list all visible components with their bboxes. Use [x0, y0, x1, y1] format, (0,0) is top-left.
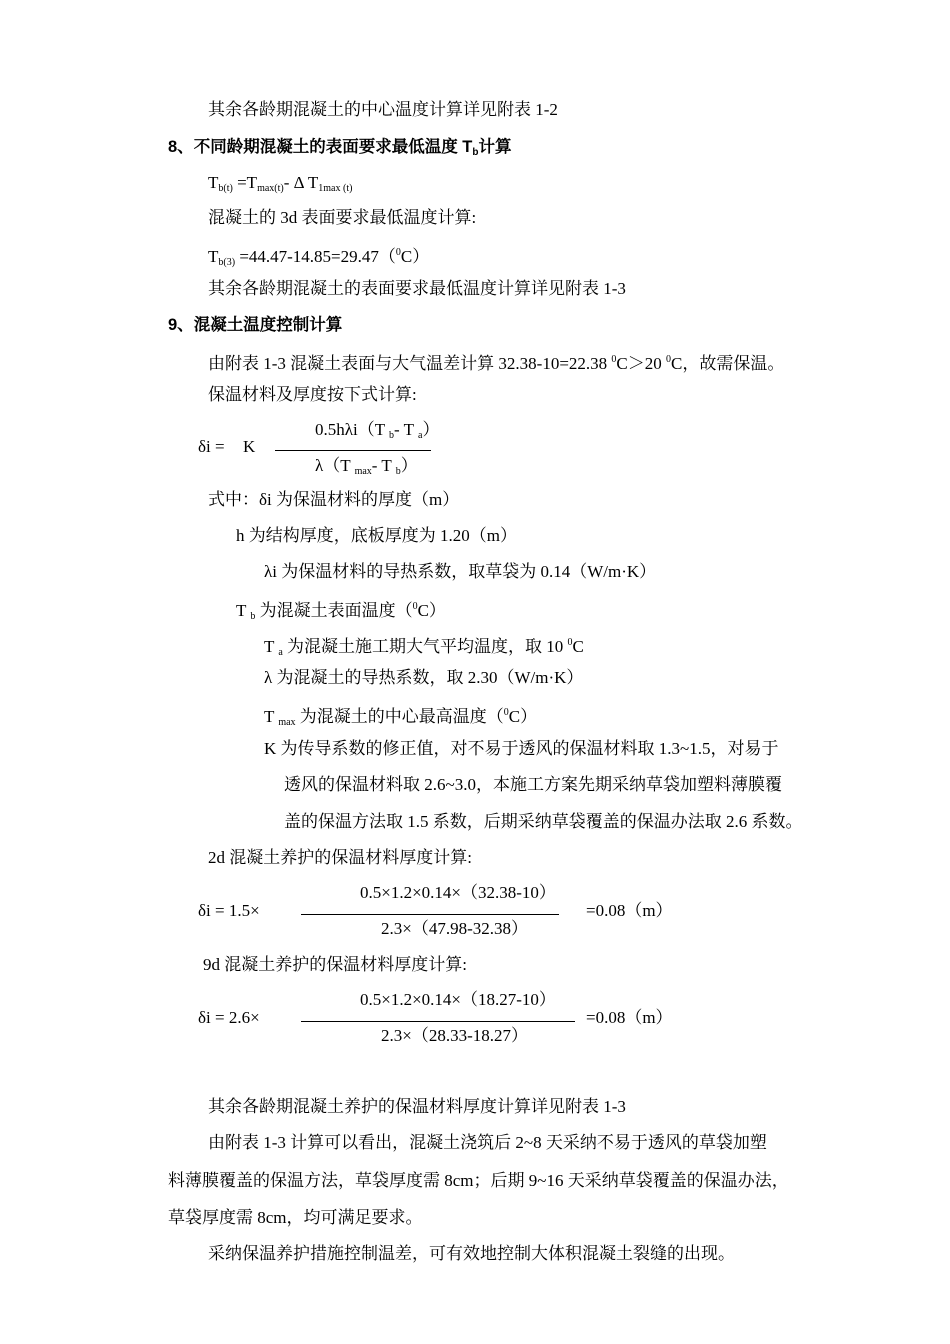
calc-2d-denominator: 2.3×（47.98-32.38） — [381, 919, 528, 938]
formula-tb-part: =T — [232, 173, 258, 192]
paragraph-material-intro: 保温材料及厚度按下式计算: — [208, 385, 417, 404]
denominator-sub: max — [354, 466, 372, 477]
denominator-part: - T — [371, 456, 396, 475]
calc-2d-fraction-bar — [301, 914, 559, 915]
temp-diff-part: C＞20 — [616, 354, 667, 373]
calc-9d-denominator: 2.3×（28.33-18.27） — [381, 1026, 528, 1045]
definition-part: C） — [508, 707, 538, 726]
calc-3d-sup: 0 — [395, 247, 401, 258]
paragraph-insulation-ref: 其余各龄期混凝土养护的保温材料厚度计算详见附表 1-3 — [208, 1097, 626, 1116]
definition-part: T — [264, 707, 279, 726]
calc-2d-result: =0.08（m） — [586, 901, 673, 920]
temp-diff-sup: 0 — [666, 354, 672, 365]
heading-8 — [168, 136, 511, 164]
calc-2d-lhs: δi = 1.5× — [198, 901, 260, 920]
temp-diff-part: 由附表 1-3 混凝土表面与大气温差计算 32.38-10=22.38 — [208, 354, 612, 373]
denominator-part: ） — [400, 456, 418, 475]
definition-part: C — [572, 637, 584, 656]
formula-tb-sub: b(t) — [218, 183, 233, 194]
definition-part: T — [264, 637, 279, 656]
heading-9-number: 9、 — [168, 316, 194, 334]
calc-3d — [208, 242, 429, 274]
numerator-part: 0.5hλi（T — [315, 420, 390, 439]
definition-part: C） — [417, 601, 446, 620]
calc-3d-sub: b(3) — [218, 257, 236, 268]
calc-3d-part: =44.47-14.85=29.47（ — [235, 247, 396, 266]
paragraph-3d-intro: 混凝土的 3d 表面要求最低温度计算: — [208, 208, 477, 227]
temp-diff-sup: 0 — [611, 354, 617, 365]
numerator-sub: a — [417, 430, 423, 441]
formula-tb-sub: 1max (t) — [318, 183, 353, 194]
definition-sub: max — [278, 717, 296, 728]
calc-3d-part: C） — [400, 247, 430, 266]
numerator-sub: b — [389, 430, 395, 441]
denominator-sub: b — [395, 466, 401, 477]
paragraph-9d-intro: 9d 混凝土养护的保温材料厚度计算: — [203, 955, 467, 974]
definition-lambda-i: λi 为保温材料的导热系数，取草袋为 0.14（W/m·K） — [264, 562, 657, 581]
calc-9d-numerator: 0.5×1.2×0.14×（18.27-10） — [360, 990, 556, 1009]
formula-main-fraction-bar — [275, 450, 431, 451]
definition-delta-i: 式中：δi 为保温材料的厚度（m） — [208, 490, 460, 509]
formula-tb-part: T — [208, 173, 219, 192]
paragraph-center-temp-ref: 其余各龄期混凝土的中心温度计算详见附表 1-2 — [208, 100, 558, 119]
formula-main-denominator — [315, 455, 418, 483]
definition-sub: b — [250, 611, 256, 622]
formula-tb-part: - Δ T — [283, 173, 319, 192]
paragraph-conclusion-line2: 料薄膜覆盖的保温方法，草袋厚度需 8cm；后期 9~16 天采纳草袋覆盖的保温办法， — [168, 1171, 789, 1190]
formula-main-numerator — [315, 419, 439, 447]
calc-9d-lhs: δi = 2.6× — [198, 1008, 260, 1027]
formula-main-lhs: δi = — [198, 437, 225, 456]
paragraph-conclusion-line1: 由附表 1-3 计算可以看出，混凝土浇筑后 2~8 天采纳不易于透风的草袋加塑 — [208, 1133, 767, 1152]
definition-part: 为混凝土的中心最高温度（ — [295, 707, 504, 726]
paragraph-final: 采纳保温养护措施控制温差，可有效地控制大体积混凝土裂缝的出现。 — [208, 1244, 735, 1263]
heading-8-text: 不同龄期混凝土的表面要求最低温度 T — [193, 138, 473, 156]
definition-h: h 为结构厚度，底板厚度为 1.20（m） — [236, 526, 517, 545]
calc-2d-numerator: 0.5×1.2×0.14×（32.38-10） — [360, 883, 556, 902]
definition-k-line1: K 为传导系数的修正值，对不易于透风的保温材料取 1.3~1.5，对易于 — [264, 739, 779, 758]
heading-8-tail: 计算 — [478, 138, 512, 156]
numerator-part: ） — [422, 420, 440, 439]
paragraph-surface-temp-ref: 其余各龄期混凝土的表面要求最低温度计算详见附表 1-3 — [208, 279, 626, 298]
calc-9d-result: =0.08（m） — [586, 1008, 673, 1027]
definition-tb — [236, 596, 446, 628]
heading-8-subscript: b — [472, 147, 479, 158]
paragraph-conclusion-line3: 草袋厚度需 8cm，均可满足要求。 — [168, 1208, 423, 1227]
definition-tmax — [264, 702, 537, 734]
definition-sub: a — [278, 647, 283, 658]
heading-8-number: 8、 — [168, 138, 194, 156]
definition-ta — [264, 632, 584, 664]
definition-part: 为混凝土施工期大气平均温度，取 10 — [282, 637, 568, 656]
temp-diff-part: C，故需保温。 — [671, 354, 785, 373]
definition-sup: 0 — [503, 707, 509, 718]
definition-sup: 0 — [567, 637, 573, 648]
paragraph-temp-diff — [208, 349, 784, 375]
heading-9-text: 混凝土温度控制计算 — [193, 316, 343, 334]
formula-tb-sub: max(t) — [257, 183, 284, 194]
denominator-part: λ（T — [315, 456, 355, 475]
paragraph-2d-intro: 2d 混凝土养护的保温材料厚度计算: — [208, 848, 472, 867]
definition-k-line2: 透风的保温材料取 2.6~3.0，本施工方案先期采纳草袋加塑料薄膜覆 — [284, 775, 782, 794]
definition-part: 为混凝土表面温度（ — [255, 601, 413, 620]
heading-9 — [168, 314, 342, 336]
definition-part: T — [236, 601, 251, 620]
calc-3d-part: T — [208, 247, 219, 266]
calc-9d-fraction-bar — [301, 1021, 575, 1022]
numerator-part: - T — [394, 420, 418, 439]
definition-lambda: λ 为混凝土的导热系数，取 2.30（W/m·K） — [264, 668, 584, 687]
formula-main-k: K — [243, 437, 256, 456]
formula-tb — [208, 172, 352, 200]
definition-sup: 0 — [412, 601, 418, 612]
definition-k-line3: 盖的保温方法取 1.5 系数，后期采纳草袋覆盖的保温办法取 2.6 系数。 — [284, 812, 803, 831]
